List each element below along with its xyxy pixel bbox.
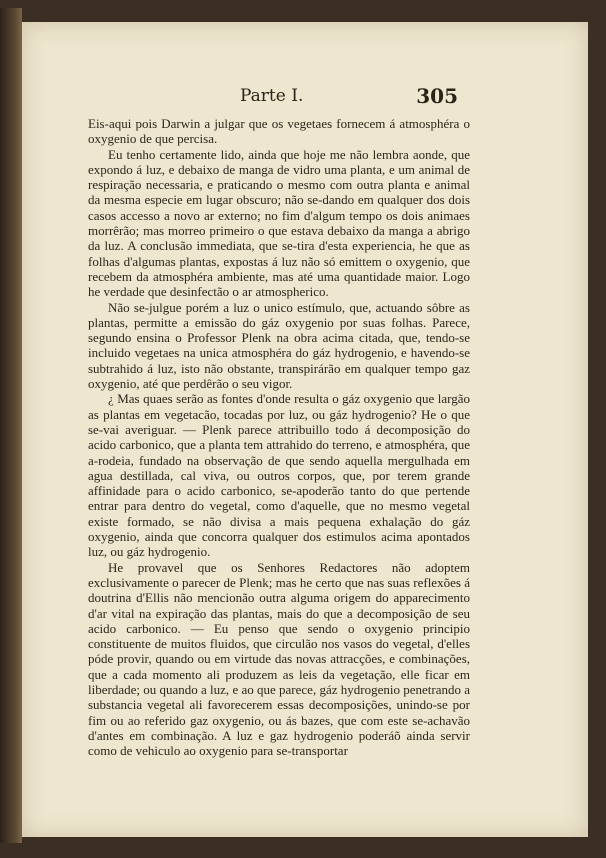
paragraph-4: ¿ Mas quaes serão as fontes d'onde resulta o gáz oxygenio que largão as plantas em vegetacão, tocadas por luz, ou gáz hydrogenio? He o que se-vai averiguar. — Plenk parece attribuillo todo á decomposição do acido carbonico, que a planta tem attrahido do terreno, e atmosphéra, que a-rodeia, fundado na observação de que sendo aquella mergulhada em agua destillada, cal viva, ou outros corpos, que, por terem grande affinidade para o acido carbonico, se-apoderão tanto do que pertende entrar para dentro do vegetal, como d'aquelle, que no mesmo vegetal existe formado, se não divisa a mais pequena exhalação do gáz oxygenio, ainda que concorra qualquer dos estimulos acima apontados luz, ou gáz hydrogenio. (88, 391, 470, 560)
page-header (240, 86, 458, 110)
paragraph-2: Eu tenho certamente lido, ainda que hoje me não lembra aonde, que expondo á luz, e debaixo de manga de vidro uma planta, e um animal de respiração necessaria, e praticando o mesmo com outra planta e animal da mesma especie em lugar obscuro; não se-dando em qualquer dos dois casos accesso a novo ar externo; no fim d'algum tempo os dois animaes morrêrão; mas morreo primeiro o que estava debaixo da manga a abrigo da luz. A conclusão immediata, que se-tira d'esta experiencia, he que as folhas d'algumas plantas, expostas á luz não só emittem o oxygenio, que recebem da atmosphéra ambiente, mas até uma quantidade maior. Logo he verdade que desinfectão o ar atmospherico. (88, 146, 470, 300)
paragraph-1: Eis-aqui pois Darwin a julgar que os vegetaes fornecem á atmosphéra o oxygenio de que percisa. (88, 116, 470, 147)
body-text (88, 116, 470, 758)
book-spine (0, 8, 22, 843)
page-number: 305 (416, 84, 458, 108)
running-head: Parte I. (240, 86, 304, 106)
paragraph-3: Não se-julgue porém a luz o unico estímulo, que, actuando sôbre as plantas, permitte a emissão do gáz oxygenio por suas folhas. Parece, segundo ensina o Professor Plenk na obra acima citada, que, tendo-se incluido vegetaes na unica atmosphéra do gáz hydrogenio, e havendo-se subtrahido á luz, isto não obstante, transpirárão em qualquer tempo gaz oxygenio, até que perdêrão o seu vigor. (88, 299, 470, 392)
paragraph-5: He provavel que os Senhores Redactores não adoptem exclusivamente o parecer de Plenk; mas he certo que nas suas reflexões á doutrina d'Ellis não mencionão outra alguma origem do apparecimento d'ar vital na expiração das plantas, mais do que a decomposição de seu acido carbonico. — Eu penso que sendo o oxygenio principio constituente de muitos fluidos, que circulão nos vasos do vegetal, d'elles póde provir, quando ou em virtude das novas attracções, e combinações, que a cada momento ali produzem as leis da vegetação, elle ficar em liberdade; ou quando a luz, e ao que parece, gáz hydrogenio penetrando a substancia vegetal ali favorecerem essas decomposições, unindo-se por fim ou ao referido gaz oxygenio, ou ás bazes, que com este se-achavão d'antes em combinação. A luz e gaz hydrogenio poderáõ ainda servir como de vehiculo ao oxygenio para se-transportar (88, 559, 470, 759)
